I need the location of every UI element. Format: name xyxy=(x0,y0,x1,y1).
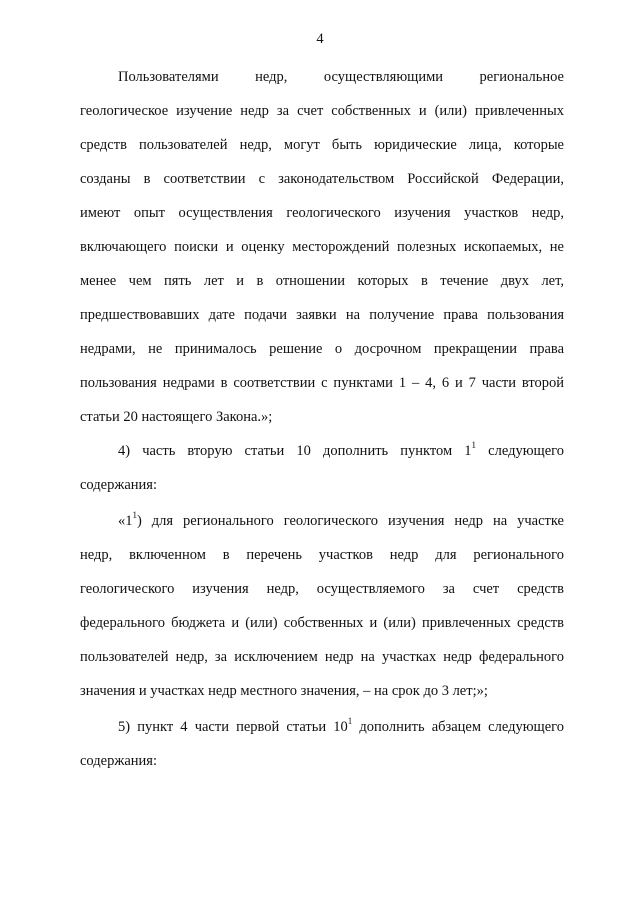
paragraph-4-superscript: 1 xyxy=(347,716,353,727)
paragraph-3-line-6: значения и участках недр местного значения, – на срок до 3 лет;»; xyxy=(80,683,488,699)
paragraph-3-line-1 xyxy=(118,512,564,530)
paragraph-1-line-2: геологическое изучение недр за счет собственных и (или) привлеченных xyxy=(80,103,564,119)
paragraph-4-text-before: 5) пункт 4 части первой статьи 10 xyxy=(118,719,348,735)
paragraph-3-text-open: «1 xyxy=(118,513,133,529)
paragraph-1-line-5: имеют опыт осуществления геологического изучения участков недр, xyxy=(80,205,564,221)
paragraph-2-text-after: следующего xyxy=(476,443,564,459)
paragraph-3-line-5: пользователей недр, за исключением недр на участках недр федерального xyxy=(80,649,564,665)
paragraph-2-line-2: содержания: xyxy=(80,477,158,493)
paragraph-1-line-9: недрами, не принималось решение о досрочном прекращении права xyxy=(80,341,564,357)
paragraph-1-line-8: предшествовавших дате подачи заявки на получение права пользования xyxy=(80,307,564,323)
paragraph-1-line-11: статьи 20 настоящего Закона.»; xyxy=(80,409,273,425)
paragraph-3-line-4: федерального бюджета и (или) собственных и (или) привлеченных средств xyxy=(80,615,564,631)
paragraph-3-text-after: ) для регионального геологического изучения недр на участке xyxy=(137,513,564,529)
paragraph-2-superscript: 1 xyxy=(471,440,477,451)
paragraph-1-line-7: менее чем пять лет и в отношении которых в течение двух лет, xyxy=(80,273,564,289)
paragraph-4-text-after: дополнить абзацем следующего xyxy=(352,719,564,735)
paragraph-2-text-before: 4) часть вторую статьи 10 дополнить пунктом 1 xyxy=(118,443,472,459)
paragraph-1-line-3: средств пользователей недр, могут быть юридические лица, которые xyxy=(80,137,564,153)
paragraph-3-superscript: 1 xyxy=(132,510,137,521)
paragraph-1-line-6: включающего поиски и оценку месторождений полезных ископаемых, не xyxy=(80,239,564,255)
paragraph-3-line-3: геологического изучения недр, осуществляемого за счет средств xyxy=(80,581,564,597)
paragraph-3-line-2: недр, включенном в перечень участков недр для регионального xyxy=(80,547,564,563)
paragraph-1-line-10: пользования недрами в соответствии с пунктами 1 – 4, 6 и 7 части второй xyxy=(80,375,564,391)
paragraph-4-line-2: содержания: xyxy=(80,753,158,769)
paragraph-2-line-1 xyxy=(118,442,564,460)
paragraph-1-line-1: Пользователями недр, осуществляющими региональное xyxy=(118,69,564,85)
paragraph-1-line-4: созданы в соответствии с законодательством Российской Федерации, xyxy=(80,171,564,187)
paragraph-4-line-1 xyxy=(118,718,564,736)
page-number: 4 xyxy=(316,31,324,47)
